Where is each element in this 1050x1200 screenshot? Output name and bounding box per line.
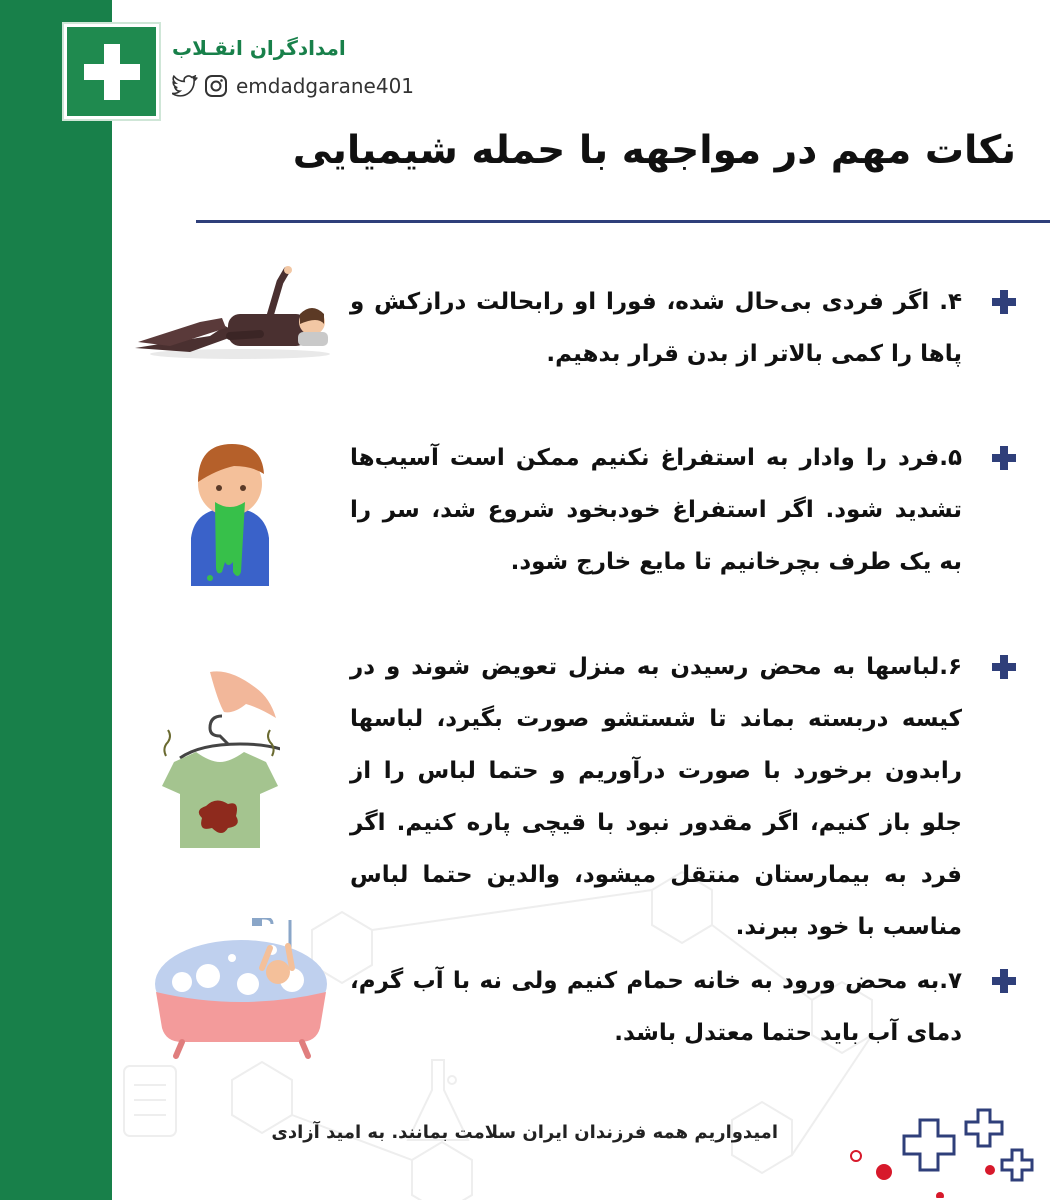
plus-bullet-icon [990,653,1018,681]
vomiting-boy-illustration [185,436,275,588]
plus-cross-icon [80,40,144,104]
twitter-icon[interactable] [172,75,198,97]
social-handle[interactable]: emdadgarane401 [236,74,415,98]
left-green-bar [0,0,112,1200]
plus-bullet-icon [990,444,1018,472]
footer-message: امیدواریم همه فرزندان ایران سلامت بمانند. به امید آزادی [271,1122,778,1143]
plus-bullet-icon [990,288,1018,316]
tip-item-7: ۷.به محض ورود به خانه حمام کنیم ولی نه با آب گرم، دمای آب باید حتما معتدل باشد. [350,968,962,1046]
dirty-shirt-illustration [160,666,280,852]
lying-person-illustration [130,262,330,362]
title-divider [196,220,1050,223]
brand-name: امدادگران انقـلاب [172,36,346,60]
bathtub-illustration [152,918,330,1060]
brand-social [172,74,414,98]
page-title: نکات مهم در مواجهه با حمله شیمیایی [292,128,1016,173]
footer-cross-decoration [840,1108,1040,1198]
plus-bullet-icon [990,967,1018,995]
tip-item-4: ۴. اگر فردی بی‌حال شده، فورا او رابحالت درازکش و پاها را کمی بالاتر از بدن قرار بدهیم. [350,289,962,367]
instagram-icon[interactable] [204,74,228,98]
tip-item-6: ۶.لباسها به محض رسیدن به منزل تعویض شوند و در کیسه دربسته بماند تا شستشو صورت بگیرد، لباسها رابدون برخورد با صورت درآوریم و حتما لباس را از جلو باز کنیم، اگر مقدور نبود با قیچی پاره کنیم. اگر فرد به بیمارستان منتقل میشود، والدین حتما لباس مناسب با خود ببرند. [350,654,962,940]
tip-item-5: ۵.فرد را وادار به استفراغ نکنیم ممکن است آسیب‌ها تشدید شود. اگر استفراغ خودبخود شروع شد، سر را به یک طرف بچرخانیم تا مایع خارج شود. [350,445,962,575]
brand-logo [64,24,159,119]
